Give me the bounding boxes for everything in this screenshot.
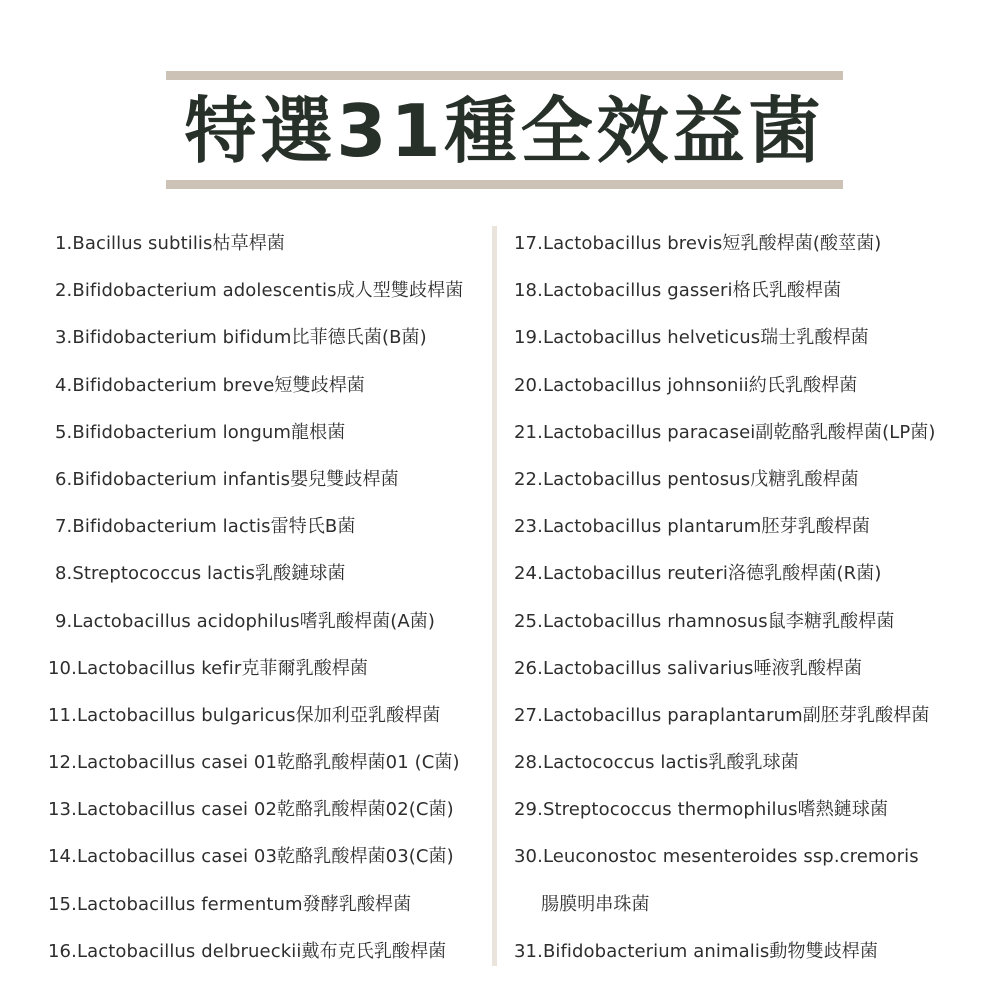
latin-name: Lactobacillus kefir <box>76 657 242 679</box>
item-number: 20. <box>514 374 543 396</box>
latin-name: Streptococcus lactis <box>72 563 256 585</box>
chinese-name: 龍根菌 <box>291 421 346 443</box>
chinese-name: 鼠李糖乳酸桿菌 <box>767 610 895 632</box>
page-title: 特選31種全效益菌 <box>184 89 825 173</box>
item-number: 3. <box>55 327 73 349</box>
latin-name: Lactobacillus salivarius <box>542 657 754 679</box>
strain-item <box>514 456 984 503</box>
strain-item <box>514 739 984 786</box>
latin-name: Lactobacillus pentosus <box>542 468 751 490</box>
latin-name: Lactobacillus reuteri <box>542 563 728 585</box>
chinese-name: 乾酪乳酸桿菌03(C菌) <box>277 846 454 868</box>
strain-item <box>48 503 478 550</box>
column-divider <box>492 226 497 966</box>
item-number: 30. <box>514 846 543 868</box>
title-bottom-bar <box>166 180 843 189</box>
chinese-name: 動物雙歧桿菌 <box>769 940 879 962</box>
strain-item <box>514 550 984 597</box>
strain-item <box>514 362 984 409</box>
latin-name: Bifidobacterium infantis <box>72 468 291 490</box>
chinese-name: 戊糖乳酸桿菌 <box>750 468 859 490</box>
strain-item <box>48 881 478 928</box>
strain-item <box>48 550 478 597</box>
latin-name: Lactobacillus fermentum <box>76 893 303 915</box>
item-number: 13. <box>48 799 77 821</box>
chinese-name: 瑞士乳酸桿菌 <box>760 327 869 349</box>
item-number: 12. <box>48 752 77 774</box>
latin-name: Lactobacillus rhamnosus <box>542 610 768 632</box>
item-number: 4. <box>55 374 73 396</box>
item-number: 9. <box>55 610 73 632</box>
item-number: 11. <box>48 704 77 726</box>
strain-item <box>48 786 478 833</box>
latin-name: Bifidobacterium longum <box>72 421 292 443</box>
chinese-name: 戴布克氏乳酸桿菌 <box>301 940 447 962</box>
strain-item <box>514 220 984 267</box>
chinese-name: 雷特氏B菌 <box>270 516 356 538</box>
latin-name: Lactobacillus gasseri <box>542 280 733 302</box>
strain-item <box>48 928 478 975</box>
item-number: 21. <box>514 421 543 443</box>
latin-name: Bifidobacterium adolescentis <box>72 280 337 302</box>
strain-item <box>48 409 478 456</box>
chinese-name: 乾酪乳酸桿菌02(C菌) <box>277 799 454 821</box>
item-number: 19. <box>514 327 543 349</box>
item-number: 15. <box>48 893 77 915</box>
title-top-bar <box>166 71 843 80</box>
chinese-name: 格氏乳酸桿菌 <box>732 280 842 302</box>
latin-name: Bifidobacterium animalis <box>542 940 770 962</box>
strain-item <box>514 833 984 880</box>
item-number: 10. <box>48 657 77 679</box>
strain-item <box>48 692 478 739</box>
latin-name: Lactobacillus casei 03 <box>76 846 278 868</box>
strain-item <box>514 645 984 692</box>
item-number: 17. <box>514 233 543 254</box>
latin-name: Lactobacillus paraplantarum <box>542 704 803 726</box>
item-number: 5. <box>55 421 73 443</box>
item-number: 29. <box>514 799 543 821</box>
strain-list-left <box>48 220 478 975</box>
item-number: 2. <box>55 280 73 302</box>
chinese-name: 胚芽乳酸桿菌 <box>761 516 871 538</box>
latin-name: Leuconostoc mesenteroides ssp.cremoris <box>542 846 919 868</box>
strain-item <box>514 692 984 739</box>
latin-name: Lactobacillus bulgaricus <box>76 704 296 726</box>
chinese-name: 約氏乳酸桿菌 <box>748 374 858 396</box>
item-number: 22. <box>514 468 543 490</box>
latin-name: Lactobacillus johnsonii <box>542 374 749 396</box>
chinese-name: 成人型雙歧桿菌 <box>336 280 464 302</box>
chinese-name: 副胚芽乳酸桿菌 <box>802 704 930 726</box>
chinese-name: 嬰兒雙歧桿菌 <box>290 468 399 490</box>
strain-item <box>48 456 478 503</box>
latin-name: Lactobacillus brevis <box>542 233 723 254</box>
strain-item <box>514 314 984 361</box>
chinese-name: 嗜乳酸桿菌(A菌) <box>299 610 436 632</box>
item-number: 25. <box>514 610 543 632</box>
strain-item <box>514 503 984 550</box>
strain-list-right <box>514 220 984 975</box>
strain-item <box>48 220 478 267</box>
latin-name: Streptococcus thermophilus <box>542 799 798 821</box>
chinese-name: 發酵乳酸桿菌 <box>302 893 412 915</box>
strain-item <box>514 598 984 645</box>
latin-name: Bacillus subtilis <box>72 233 213 254</box>
strain-item <box>48 362 478 409</box>
strain-item <box>48 645 478 692</box>
latin-name: Lactobacillus paracasei <box>542 421 756 443</box>
item-number: 8. <box>55 563 73 585</box>
chinese-name: 腸膜明串珠菌 <box>541 893 650 915</box>
chinese-name: 比菲德氏菌(B菌) <box>291 327 427 349</box>
item-number: 31. <box>514 940 543 962</box>
strain-item-continuation <box>514 881 984 928</box>
chinese-name: 副乾酪乳酸桿菌(LP菌) <box>755 421 936 443</box>
latin-name: Lactobacillus helveticus <box>542 327 761 349</box>
chinese-name: 克菲爾乳酸桿菌 <box>241 657 369 679</box>
strain-item <box>48 314 478 361</box>
strain-item <box>514 928 984 975</box>
latin-name: Lactococcus lactis <box>542 752 709 774</box>
item-number: 1. <box>55 233 73 254</box>
strain-item <box>48 267 478 314</box>
item-number: 24. <box>514 563 543 585</box>
latin-name: Lactobacillus delbrueckii <box>76 940 302 962</box>
strain-item <box>514 786 984 833</box>
chinese-name: 短乳酸桿菌(酸莖菌) <box>722 233 882 254</box>
chinese-name: 唾液乳酸桿菌 <box>753 657 863 679</box>
strain-item <box>514 267 984 314</box>
item-number: 14. <box>48 846 77 868</box>
strain-item <box>514 409 984 456</box>
item-number: 26. <box>514 657 543 679</box>
latin-name: Bifidobacterium breve <box>72 374 275 396</box>
item-number: 23. <box>514 516 543 538</box>
strain-item <box>48 833 478 880</box>
item-number: 7. <box>55 516 73 538</box>
strain-item <box>48 598 478 645</box>
item-number: 27. <box>514 704 543 726</box>
chinese-name: 保加利亞乳酸桿菌 <box>295 704 441 726</box>
chinese-name: 短雙歧桿菌 <box>274 374 365 396</box>
latin-name: Lactobacillus acidophilus <box>72 610 300 632</box>
item-number: 16. <box>48 940 77 962</box>
latin-name: Bifidobacterium bifidum <box>72 327 292 349</box>
chinese-name: 乳酸鏈球菌 <box>255 563 346 585</box>
latin-name: Lactobacillus plantarum <box>542 516 762 538</box>
item-number: 6. <box>55 468 73 490</box>
latin-name: Lactobacillus casei 02 <box>76 799 278 821</box>
item-number: 18. <box>514 280 543 302</box>
chinese-name: 枯草桿菌 <box>212 233 285 254</box>
latin-name: Lactobacillus casei 01 <box>76 752 278 774</box>
chinese-name: 嗜熱鏈球菌 <box>797 799 889 821</box>
chinese-name: 乾酪乳酸桿菌01 (C菌) <box>277 752 460 774</box>
latin-name: Bifidobacterium lactis <box>72 516 271 538</box>
title-banner <box>166 71 843 189</box>
chinese-name: 洛德乳酸桿菌(R菌) <box>727 563 882 585</box>
strain-item <box>48 739 478 786</box>
item-number: 28. <box>514 752 543 774</box>
chinese-name: 乳酸乳球菌 <box>708 752 799 774</box>
